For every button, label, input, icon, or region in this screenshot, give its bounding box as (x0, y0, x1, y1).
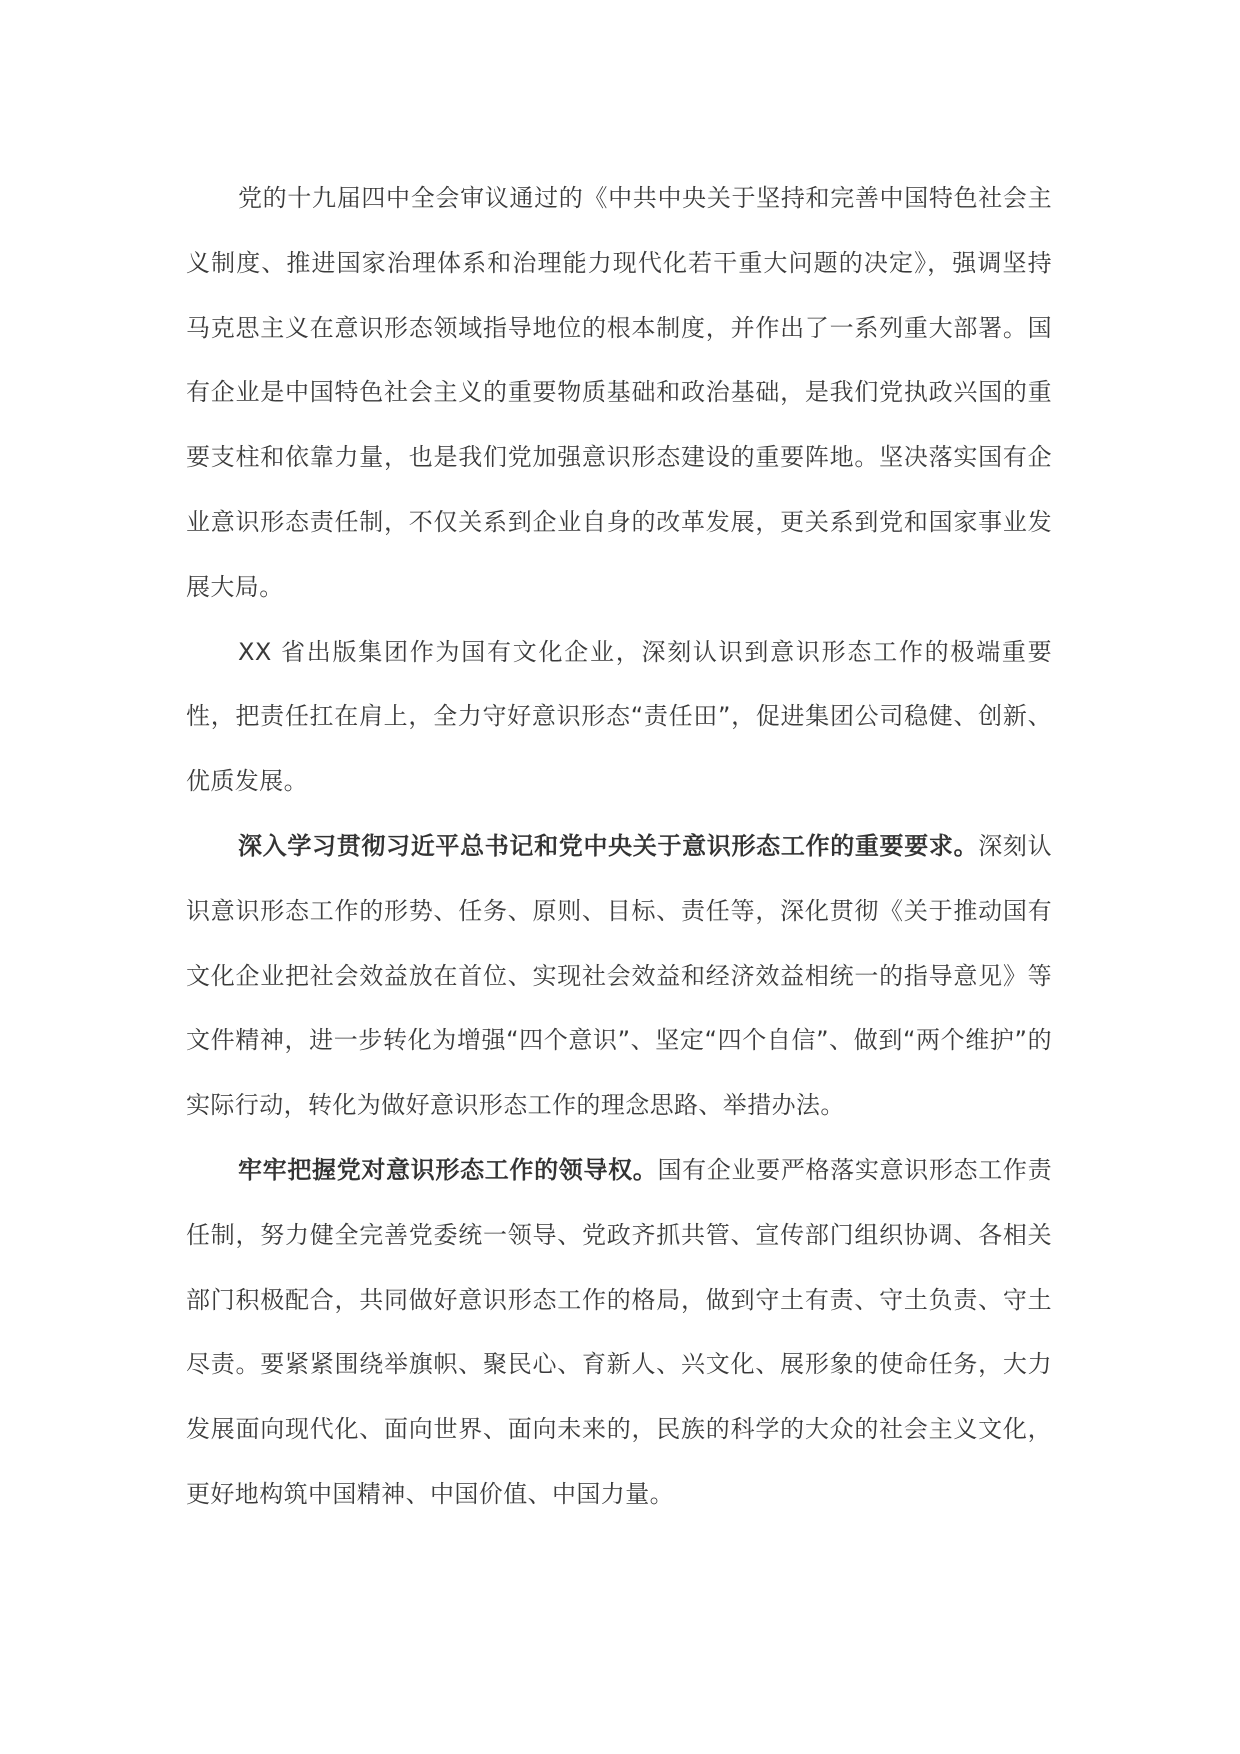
paragraph (186, 620, 1052, 814)
document-body (186, 166, 1052, 1527)
paragraph (186, 1138, 1052, 1527)
paragraph-text: 国有企业要严格落实意识形态工作责任制，努力健全完善党委统一领导、党政齐抓共管、宣传部门组织协调、各相关部门积极配合，共同做好意识形态工作的格局，做到守土有责、守土负责、守土尽责。要紧紧围绕举旗帜、聚民心、育新人、兴文化、展形象的使命任务，大力发展面向现代化、面向世界、面向未来的，民族的科学的大众的社会主义文化，更好地构筑中国精神、中国价值、中国力量。 (186, 1155, 1052, 1508)
paragraph-text: 党的十九届四中全会审议通过的《中共中央关于坚持和完善中国特色社会主义制度、推进国家治理体系和治理能力现代化若干重大问题的决定》，强调坚持马克思主义在意识形态领域指导地位的根本制度，并作出了一系列重大部署。国有企业是中国特色社会主义的重要物质基础和政治基础，是我们党执政兴国的重要支柱和依靠力量，也是我们党加强意识形态建设的重要阵地。坚决落实国有企业意识形态责任制，不仅关系到企业自身的改革发展，更关系到党和国家事业发展大局。 (186, 184, 1052, 601)
paragraph (186, 814, 1052, 1138)
paragraph-text: XX 省出版集团作为国有文化企业，深刻认识到意识形态工作的极端重要性，把责任扛在肩上，全力守好意识形态“责任田”，促进集团公司稳健、创新、优质发展。 (186, 637, 1052, 796)
paragraph-lead: 深入学习贯彻习近平总书记和党中央关于意识形态工作的重要要求。 (238, 831, 979, 860)
paragraph (186, 166, 1052, 620)
paragraph-lead: 牢牢把握党对意识形态工作的领导权。 (238, 1155, 658, 1184)
paragraph-text: 深刻认识意识形态工作的形势、任务、原则、目标、责任等，深化贯彻《关于推动国有文化企业把社会效益放在首位、实现社会效益和经济效益相统一的指导意见》等文件精神，进一步转化为增强“四个意识”、坚定“四个自信”、做到“两个维护”的实际行动，转化为做好意识形态工作的理念思路、举措办法。 (186, 831, 1052, 1120)
